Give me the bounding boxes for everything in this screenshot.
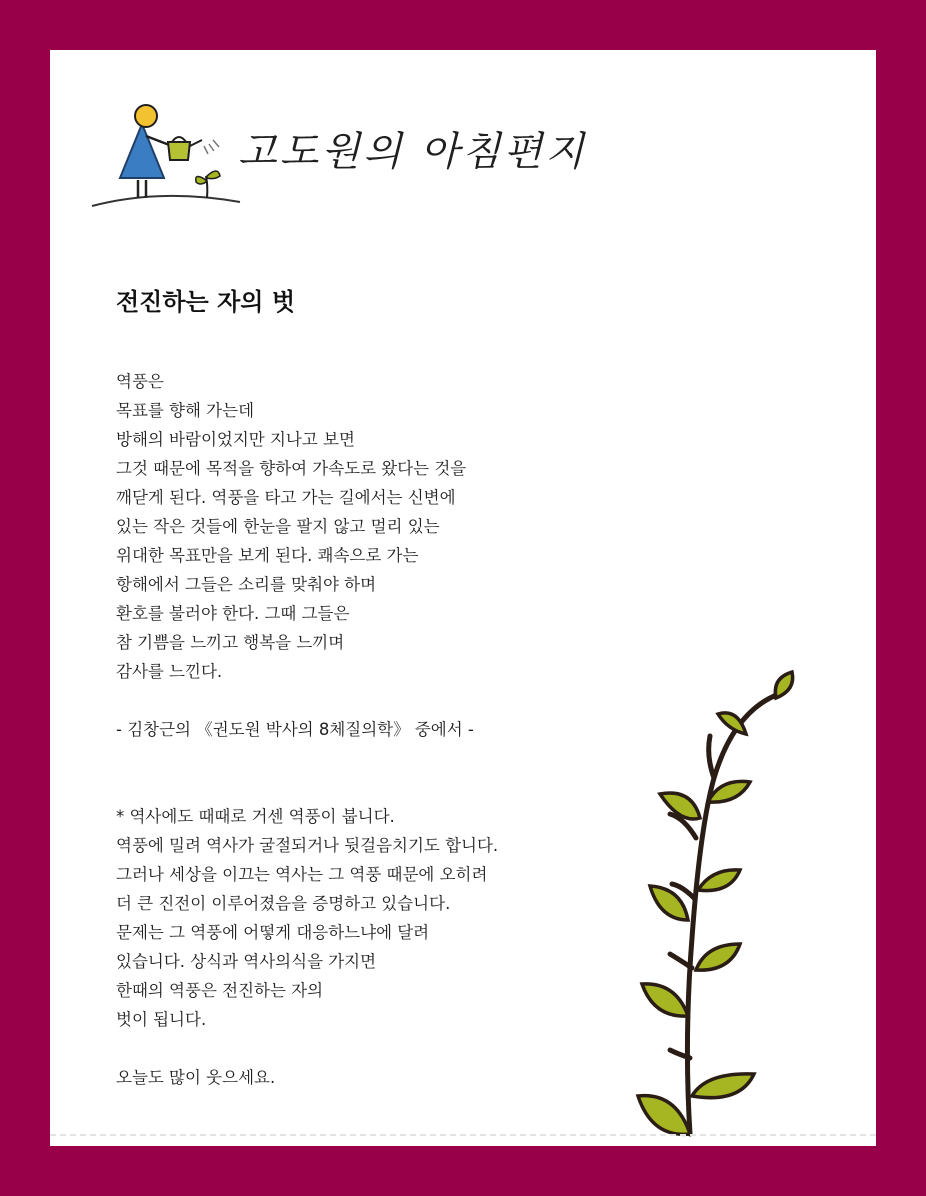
spacer (116, 1034, 676, 1063)
commentary-line: 그러나 세상을 이끄는 역사는 그 역풍 때문에 오히려 (116, 865, 488, 884)
spacer (116, 773, 676, 802)
poem-line: 목표를 향해 가는데 (116, 401, 255, 420)
source-citation: - 김창근의 《권도원 박사의 8체질의학》 중에서 - (116, 720, 474, 739)
article-title: 전진하는 자의 벗 (116, 288, 295, 316)
commentary-line: 있습니다. 상식과 역사의식을 가지면 (116, 952, 377, 971)
closing-line: 오늘도 많이 웃으세요. (116, 1068, 276, 1087)
commentary-line: 더 큰 진전이 이루어졌음을 증명하고 있습니다. (116, 894, 451, 913)
letter-page (50, 50, 876, 1146)
poem-line: 환호를 불러야 한다. 그때 그들은 (116, 604, 350, 623)
spacer (116, 686, 676, 715)
poem-line: 감사를 느낀다. (116, 662, 223, 681)
commentary-line: 한때의 역풍은 전진하는 자의 (116, 981, 324, 1000)
poem-line: 항해에서 그들은 소리를 맞춰야 하며 (116, 575, 377, 594)
spacer (116, 744, 676, 773)
poem-line: 깨닫게 된다. 역풍을 타고 가는 길에서는 신변에 (116, 488, 456, 507)
article-body (116, 367, 676, 1092)
climbing-vine-icon (630, 638, 800, 1138)
commentary-line: * 역사에도 때때로 거센 역풍이 붑니다. (116, 807, 395, 826)
person-watering-sprout-icon (90, 102, 250, 214)
poem-line: 역풍은 (116, 372, 164, 391)
poem-line: 있는 작은 것들에 한눈을 팔지 않고 멀리 있는 (116, 517, 440, 536)
poem-line: 그것 때문에 목적을 향하여 가속도로 왔다는 것을 (116, 459, 467, 478)
logo-title: 고도원의 아침편지 (238, 129, 587, 175)
commentary-line: 문제는 그 역풍에 어떻게 대응하느냐에 달려 (116, 923, 430, 942)
poem-line: 방해의 바람이었지만 지나고 보면 (116, 430, 355, 449)
site-logo[interactable] (90, 102, 630, 214)
page-divider (50, 1134, 876, 1136)
commentary-line: 벗이 됩니다. (116, 1010, 207, 1029)
poem-line: 위대한 목표만을 보게 된다. 쾌속으로 가는 (116, 546, 419, 565)
commentary-line: 역풍에 밀려 역사가 굴절되거나 뒷걸음치기도 합니다. (116, 836, 499, 855)
poem-line: 참 기쁨을 느끼고 행복을 느끼며 (116, 633, 345, 652)
